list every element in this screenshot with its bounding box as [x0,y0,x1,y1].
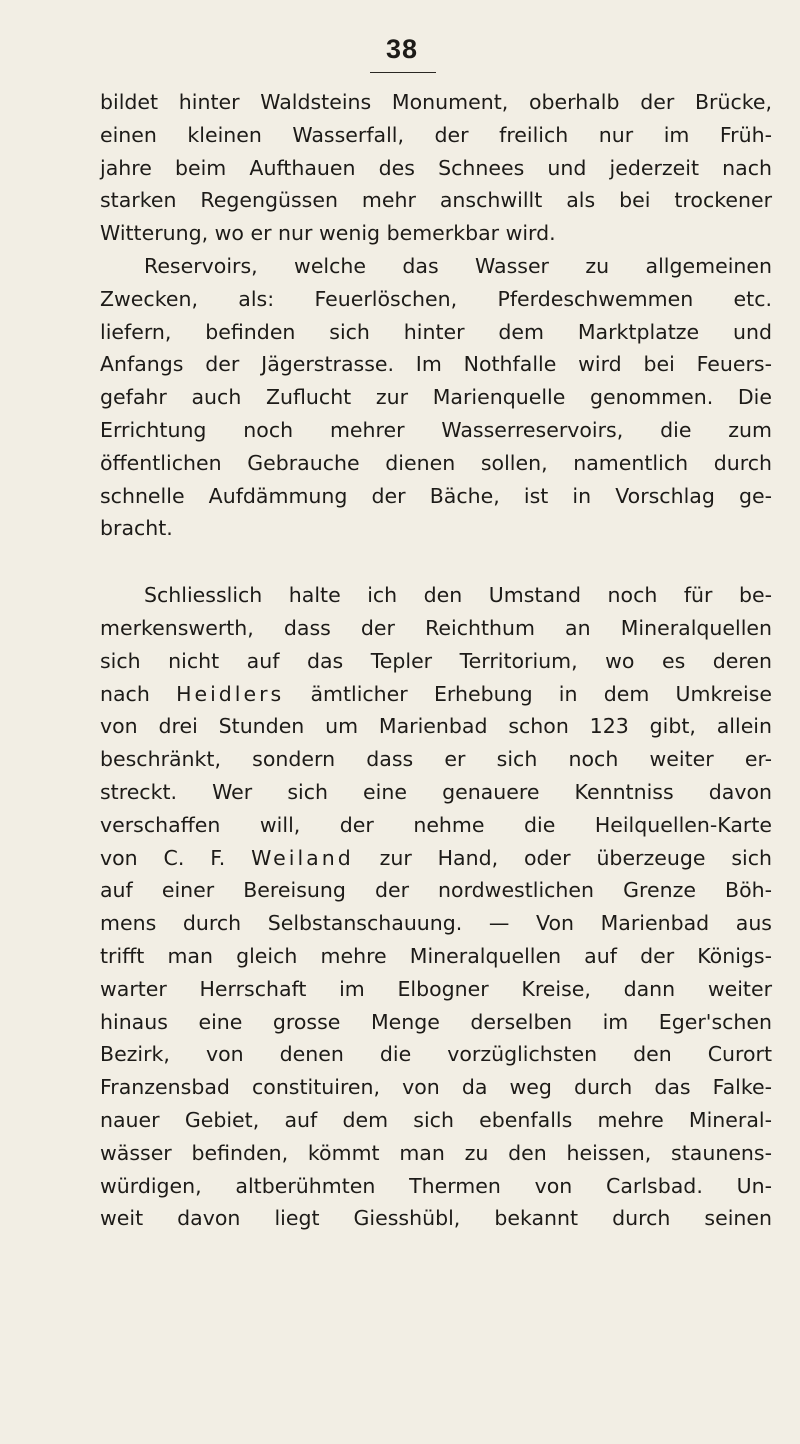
text-line: Bezirk, von denen die vorzüglichsten den Curort [100,1042,772,1067]
text-line: auf einer Bereisung der nordwestlichen Grenze Böh- [100,878,772,903]
text-line: jahre beim Aufthauen des Schnees und jederzeit nach [100,155,772,180]
person-name-weiland: Weiland [251,845,354,870]
text-fragment: nach [100,681,150,706]
text-line: warter Herrschaft im Elbogner Kreise, dann weiter [100,976,772,1001]
text-line: bildet hinter Waldsteins Monument, oberhalb der Brücke, [100,90,772,114]
text-line: einen kleinen Wasserfall, der freilich nur im Früh- [100,122,772,147]
text-line: starken Regengüssen mehr anschwillt als bei trockener [100,188,772,213]
header-rule [370,72,436,73]
text-line [100,842,772,875]
text-line: von drei Stunden um Marienbad schon 123 gibt, allein [100,714,772,739]
text-line: mens durch Selbstanschauung. — Von Marienbad aus [100,911,772,936]
text-fragment: ämtlicher Erhebung in dem Umkreise [310,681,772,706]
text-line [100,678,772,711]
text-line: schnelle Aufdämmung der Bäche, ist in Vorschlag ge- [100,483,772,508]
text-line: Witterung, wo er nur wenig bemerkbar wird. [100,221,556,246]
text-line: sich nicht auf das Tepler Territorium, wo es deren [100,648,772,673]
text-line: hinaus eine grosse Menge derselben im Eger'schen [100,1009,772,1034]
text-line: Anfangs der Jägerstrasse. Im Nothfalle wird bei Feuers- [100,352,772,377]
text-line: verschaffen will, der nehme die Heilquellen-Karte [100,812,772,837]
person-name-heidler: Heidlers [176,681,285,706]
text-line: streckt. Wer sich eine genauere Kenntniss davon [100,779,772,804]
text-line: beschränkt, sondern dass er sich noch weiter er- [100,747,772,772]
text-line: trifft man gleich mehre Mineralquellen auf der Königs- [100,943,772,968]
text-fragment: von C. F. [100,845,226,870]
body-text [100,86,772,1235]
text-line: öffentlichen Gebrauche dienen sollen, namentlich durch [100,450,772,475]
text-line: wässer befinden, kömmt man zu den heissen, staunens- [100,1140,772,1165]
text-line: gefahr auch Zuflucht zur Marienquelle genommen. Die [100,385,772,410]
text-line: merkenswerth, dass der Reichthum an Mineralquellen [100,615,772,640]
text-line: liefern, befinden sich hinter dem Marktplatze und [100,319,772,344]
text-fragment: zur Hand, oder überzeuge sich [379,845,772,870]
text-line: Franzensbad constituiren, von da weg durch das Falke- [100,1075,772,1100]
text-line: Zwecken, als: Feuerlöschen, Pferdeschwemmen etc. [100,286,772,311]
text-line: weit davon liegt Giesshübl, bekannt durch seinen [100,1206,772,1231]
text-line: Errichtung noch mehrer Wasserreservoirs, die zum [100,417,772,442]
paragraph-gap [100,545,772,579]
text-line: bracht. [100,516,173,541]
text-line: Schliesslich halte ich den Umstand noch für be- [144,583,772,608]
text-line: würdigen, altberühmten Thermen von Carlsbad. Un- [100,1173,772,1198]
page-number: 38 [385,34,419,64]
text-line: Reservoirs, welche das Wasser zu allgemeinen [144,253,772,278]
text-line: nauer Gebiet, auf dem sich ebenfalls mehre Mineral- [100,1107,772,1132]
